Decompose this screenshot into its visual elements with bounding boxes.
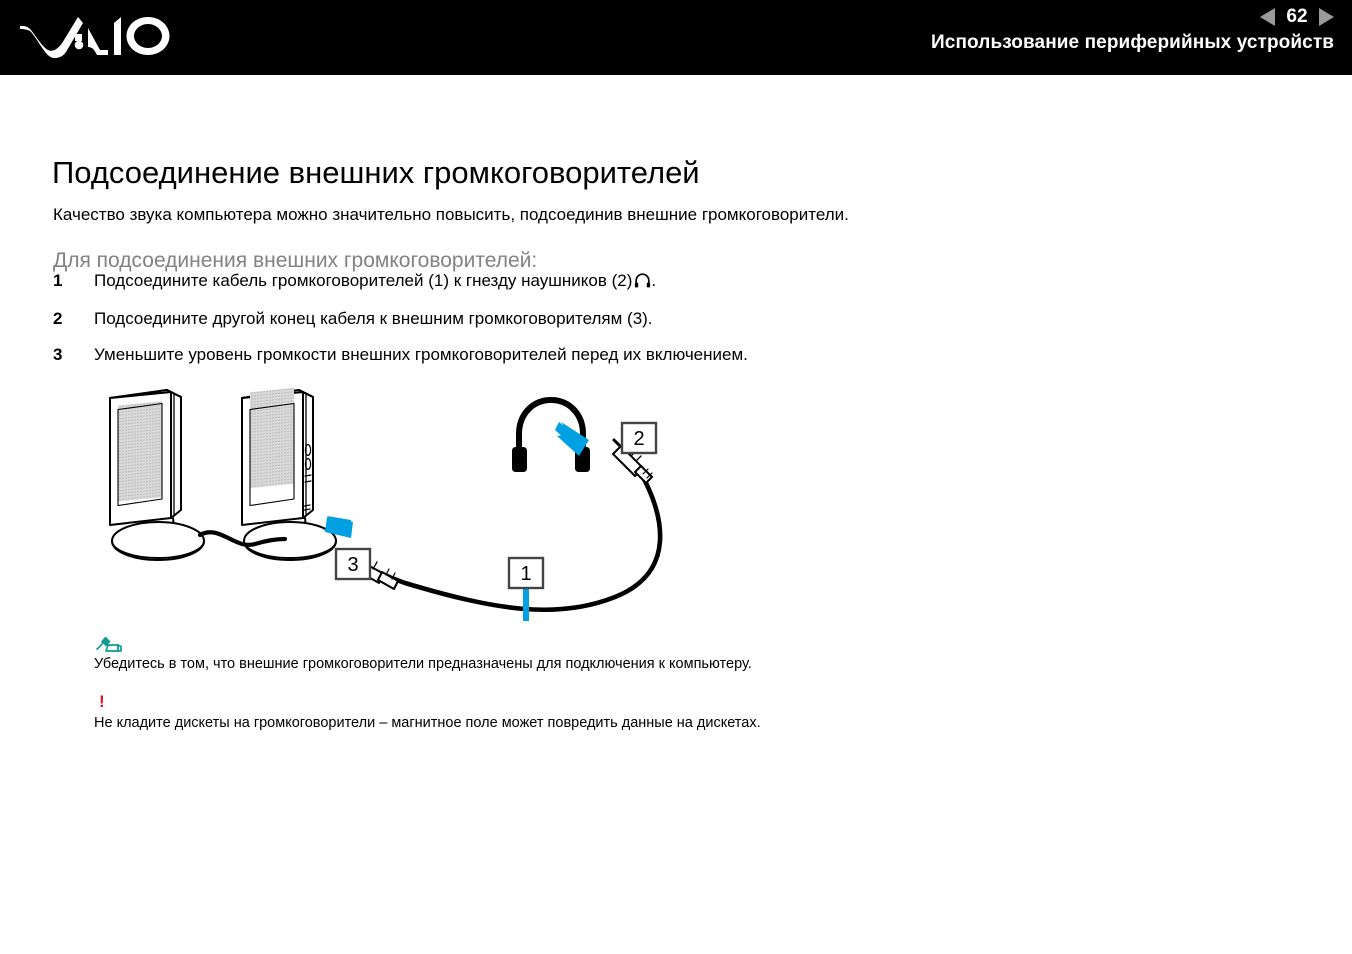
- intro-paragraph: Качество звука компьютера можно значительно повысить, подсоединив внешние громкоговорители.: [53, 205, 849, 224]
- step-text: [94, 271, 656, 293]
- step-text: Подсоедините другой конец кабеля к внешним громкоговорителям (3).: [94, 309, 653, 328]
- pager: [931, 6, 1334, 28]
- step-number: 3: [53, 345, 63, 364]
- note-pencil-icon: [94, 633, 1094, 655]
- note-info: [94, 633, 1094, 674]
- figure-callout-1: [509, 558, 543, 588]
- svg-text:2: 2: [633, 428, 645, 450]
- subheading: Для подсоединения внешних громкоговорителей:: [53, 249, 538, 272]
- step-item: [53, 271, 1153, 293]
- page-number: 62: [1286, 6, 1308, 27]
- triangle-right-icon[interactable]: [1319, 8, 1334, 26]
- headphone-jack-icon: [634, 273, 651, 293]
- step-text-trailing: .: [651, 271, 657, 290]
- step-number: 2: [53, 309, 63, 328]
- vaio-logo: [18, 14, 193, 62]
- step-text: Уменьшите уровень громкости внешних громкоговорителей перед их включением.: [94, 345, 748, 364]
- note-warning: [94, 692, 1094, 733]
- external-speakers-connection-diagram: [95, 378, 715, 628]
- note-text: Не кладите дискеты на громкоговорители – магнитное поле может повредить данные на дискетах.: [94, 715, 761, 731]
- header-right-group: [931, 6, 1334, 54]
- svg-text:1: 1: [520, 563, 532, 585]
- figure-callout-3: [336, 549, 370, 579]
- triangle-left-icon[interactable]: [1260, 8, 1275, 26]
- note-text: Убедитесь в том, что внешние громкоговорители предназначены для подключения к компьютеру.: [94, 656, 752, 672]
- header-title: Использование периферийных устройств: [931, 32, 1334, 53]
- page-title: Подсоединение внешних громкоговорителей: [52, 154, 700, 190]
- step-item: [53, 309, 1153, 329]
- page-header: [0, 0, 1352, 75]
- step-text-body: Подсоедините кабель громкоговорителей (1) к гнезду наушников (2): [94, 271, 633, 290]
- warning-exclamation-icon: !: [99, 692, 105, 711]
- step-number: 1: [53, 271, 63, 290]
- notes-section: [94, 633, 1094, 751]
- steps-list: [53, 271, 1153, 381]
- figure-callout-2: [622, 423, 656, 453]
- svg-text:3: 3: [347, 554, 359, 576]
- step-item: [53, 345, 1153, 365]
